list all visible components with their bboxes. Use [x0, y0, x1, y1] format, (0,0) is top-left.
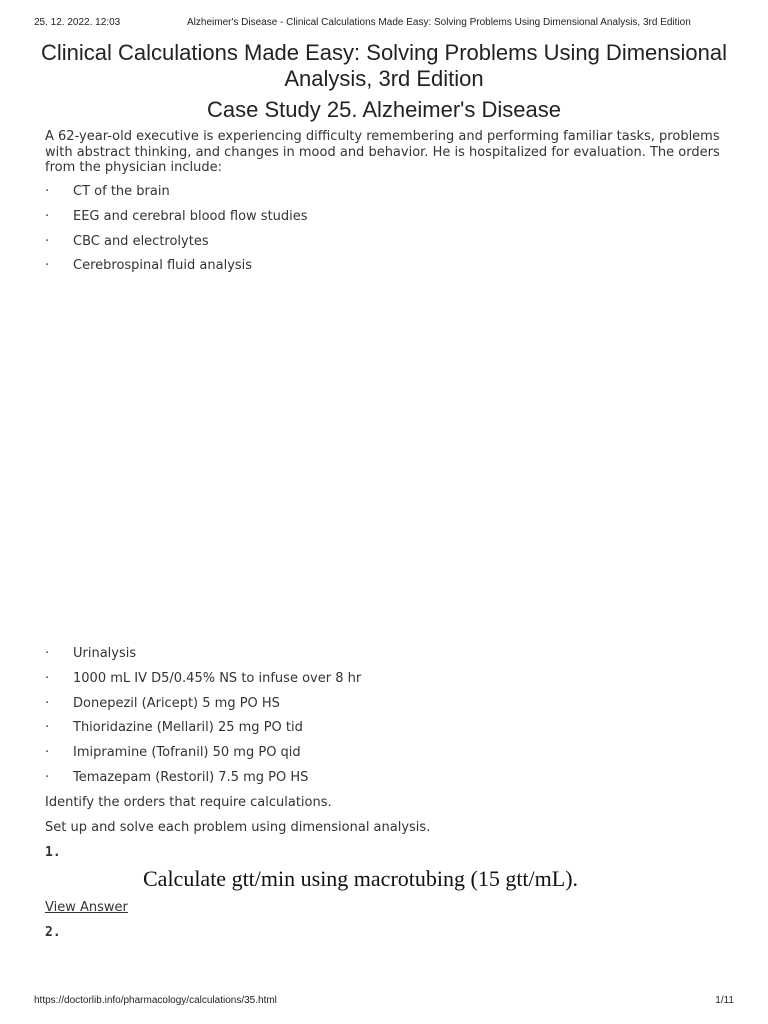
bullet: · — [45, 695, 50, 711]
view-answer-link[interactable]: View Answer — [45, 900, 128, 915]
order-text: CBC and electrolytes — [73, 233, 209, 249]
order-text: Imipramine (Tofranil) 50 mg PO qid — [73, 745, 301, 761]
bullet: · — [45, 208, 50, 224]
order-text: Thioridazine (Mellaril) 25 mg PO tid — [73, 720, 303, 736]
instruction-setup: Set up and solve each problem using dimensional analysis. — [45, 820, 431, 835]
order-text: Cerebrospinal fluid analysis — [73, 258, 253, 274]
print-doc-title: Alzheimer's Disease - Clinical Calculations Made Easy: Solving Problems Using Dimensional Analysis, 3rd Edition — [187, 17, 691, 28]
print-date: 25. 12. 2022. 12:03 — [34, 17, 121, 28]
order-text: Donepezil (Aricept) 5 mg PO HS — [73, 695, 280, 711]
bullet: · — [45, 720, 50, 736]
page-number: 1/11 — [715, 995, 734, 1006]
problem-1-number: 1. — [45, 845, 61, 860]
bullet: · — [45, 258, 50, 274]
problem-2-number: 2. — [45, 925, 61, 940]
book-title: Clinical Calculations Made Easy: Solving Problems Using Dimensional Analysis, 3rd Edition — [41, 40, 727, 91]
bullet: · — [45, 233, 50, 249]
bullet: · — [45, 745, 50, 761]
footer-url: https://doctorlib.info/pharmacology/calculations/35.html — [34, 995, 277, 1006]
bullet: · — [45, 670, 50, 686]
bullet: · — [45, 184, 50, 199]
order-text: EEG and cerebral blood flow studies — [73, 208, 308, 224]
bullet: · — [45, 769, 50, 785]
case-title: Case Study 25. Alzheimer's Disease — [207, 97, 561, 122]
problem-1-text: Calculate gtt/min using macrotubing (15 gtt/mL). — [143, 866, 579, 891]
bullet: · — [45, 646, 50, 661]
order-text: 1000 mL IV D5/0.45% NS to infuse over 8 hr — [73, 670, 362, 686]
intro-paragraph: A 62-year-old executive is experiencing difficulty remembering and performing familiar tasks, problems with abstract thinking, and changes in mood and behavior. He is hospitalized for evaluation. The orders from the physician include: — [45, 129, 720, 175]
instruction-identify: Identify the orders that require calculations. — [45, 795, 332, 810]
order-text: CT of the brain — [73, 184, 170, 199]
order-text: Urinalysis — [73, 646, 137, 661]
order-text: Temazepam (Restoril) 7.5 mg PO HS — [73, 769, 309, 785]
